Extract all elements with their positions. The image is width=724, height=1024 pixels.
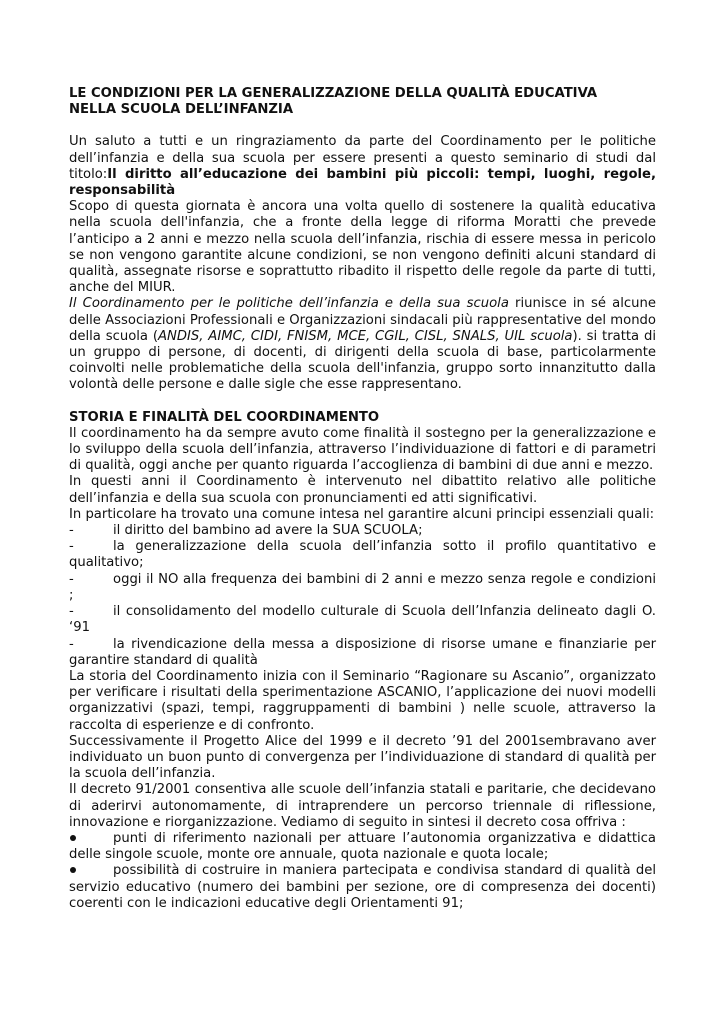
list-item-text: oggi il NO alla frequenza dei bambini di 2 anni e mezzo senza regole e condizioni ; xyxy=(69,571,656,603)
scope-paragraph: Scopo di questa giornata è ancora una volta quello di sostenere la qualità educativa nella scuola dell'infanzia, che a fronte della legge di riforma Moratti che prevede l’anticipo a 2 anni e mezzo nella scuola dell’infanzia, rischia di essere messa in pericolo se non vengono garantite alcune condizioni, se non vengono definiti alcuni standard di qualità, assegnate risorse e soprattutto ribadito il rispetto delle regole da parte di tutti, anche del MIUR. xyxy=(69,199,656,296)
bullet-item xyxy=(69,863,656,912)
section-paragraph-3: In particolare ha trovato una comune intesa nel garantire alcuni principi essenziali quali: xyxy=(69,506,655,522)
coordination-paragraph xyxy=(69,296,656,393)
list-item xyxy=(69,604,656,636)
bullet-dot-icon xyxy=(70,867,76,873)
bullet-dot-icon xyxy=(70,835,76,841)
section-paragraph-6: Il decreto 91/2001 consentiva alle scuole dell’infanzia statali e paritarie, che decidevano di aderirvi autonomamente, di intraprendere un percorso triennale di riflessione, innovazione e riorganizzazione. Vediamo di seguito in sintesi il decreto cosa offriva : xyxy=(69,782,656,830)
seminar-title: Il diritto all’educazione dei bambini più piccoli: tempi, luoghi, regole, responsabilità xyxy=(69,166,656,199)
list-item-text: il consolidamento del modello culturale di Scuola dell’Infanzia delineato dagli O. ‘91 xyxy=(69,604,656,636)
list-item xyxy=(69,539,656,571)
title-line-2: NELLA SCUOLA DELL’INFANZIA xyxy=(69,102,294,118)
bullet-marker xyxy=(69,831,113,847)
list-marker: - xyxy=(69,539,74,555)
bullet-item xyxy=(69,831,656,863)
section-paragraph-5: Successivamente il Progetto Alice del 1999 e il decreto ’91 del 2001sembravano aver individuato un buon punto di convergenza per l’individuazione di standard di qualità per la scuola dell’infanzia. xyxy=(69,733,656,782)
list-item-text: il diritto del bambino ad avere la SUA SCUOLA; xyxy=(113,523,423,539)
list-item xyxy=(69,637,656,669)
list-marker: - xyxy=(69,604,74,620)
coordination-text-2: ). si tratta di un gruppo di persone, di docenti, di dirigenti della scuola di base, particolarmente coinvolti nelle problematiche della scuola dell'infanzia, gruppo sorto innanzitutto dalla volontà delle persone e dalle sigle che esse rappresentano. xyxy=(69,328,656,393)
section-paragraph-2: In questi anni il Coordinamento è intervenuto nel dibattito relativo alle politiche dell’infanzia e della sua scuola con pronunciamenti ed atti significativi. xyxy=(69,474,656,506)
associations-list: ANDIS, AIMC, CIDI, FNISM, MCE, CGIL, CISL, SNALS, UIL scuola xyxy=(157,328,573,344)
spacer xyxy=(69,118,656,134)
list-marker: - xyxy=(69,636,74,652)
intro-text: Un saluto a tutti e un ringraziamento da parte del Coordinamento per le politiche dell’infanzia e della sua scuola per essere presenti a questo seminario di studi dal titolo: xyxy=(69,134,656,182)
list-item xyxy=(69,572,656,604)
document-title xyxy=(69,86,656,118)
list-marker: - xyxy=(69,571,74,587)
list-item-text: la generalizzazione della scuola dell’infanzia sotto il profilo quantitativo e qualitativo; xyxy=(69,539,656,571)
list-item xyxy=(69,523,656,539)
bullet-item-text: possibilità di costruire in maniera partecipata e condivisa standard di qualità del servizio educativo (numero dei bambini per sezione, ore di compresenza dei docenti) coerenti con le indicazioni educative degli Orientamenti 91; xyxy=(69,863,656,911)
spacer xyxy=(69,394,656,410)
section-paragraph-1: Il coordinamento ha da sempre avuto come finalità il sostegno per la generalizzazione e lo sviluppo della scuola dell’infanzia, attraverso l’individuazione di fattori e di parametri di qualità, oggi anche per quanto riguarda l’accoglienza di bambini di due anni e mezzo. xyxy=(69,425,656,474)
intro-paragraph xyxy=(69,134,656,199)
document-page xyxy=(69,86,656,912)
list-item-text: la rivendicazione della messa a disposizione di risorse umane e finanziarie per garantire standard di qualità xyxy=(69,636,656,668)
title-line-1: LE CONDIZIONI PER LA GENERALIZZAZIONE DELLA QUALITÀ EDUCATIVA xyxy=(69,86,598,101)
bullet-marker xyxy=(69,863,113,879)
coordination-text-1: riunisce in sé alcune delle Associazioni Professionali e Organizzazioni sindacali più rappresentative del mondo della scuola ( xyxy=(69,296,656,344)
section-paragraph-4: La storia del Coordinamento inizia con il Seminario “Ragionare su Ascanio”, organizzato per verificare i risultati della sperimentazione ASCANIO, l’applicazione dei nuovi modelli organizzativi (spazi, tempi, raggruppamenti di bambini ) nelle scuole, attraverso la raccolta di esperienze e di confronto. xyxy=(69,668,656,733)
bullet-item-text: punti di riferimento nazionali per attuare l’autonomia organizzativa e didattica delle singole scuole, monte ore annuale, quota nazionale e quota locale; xyxy=(69,830,656,863)
coordination-name: Il Coordinamento per le politiche dell’infanzia e della sua scuola xyxy=(69,296,509,312)
list-marker: - xyxy=(69,523,74,539)
section-heading: STORIA E FINALITÀ DEL COORDINAMENTO xyxy=(69,409,380,425)
